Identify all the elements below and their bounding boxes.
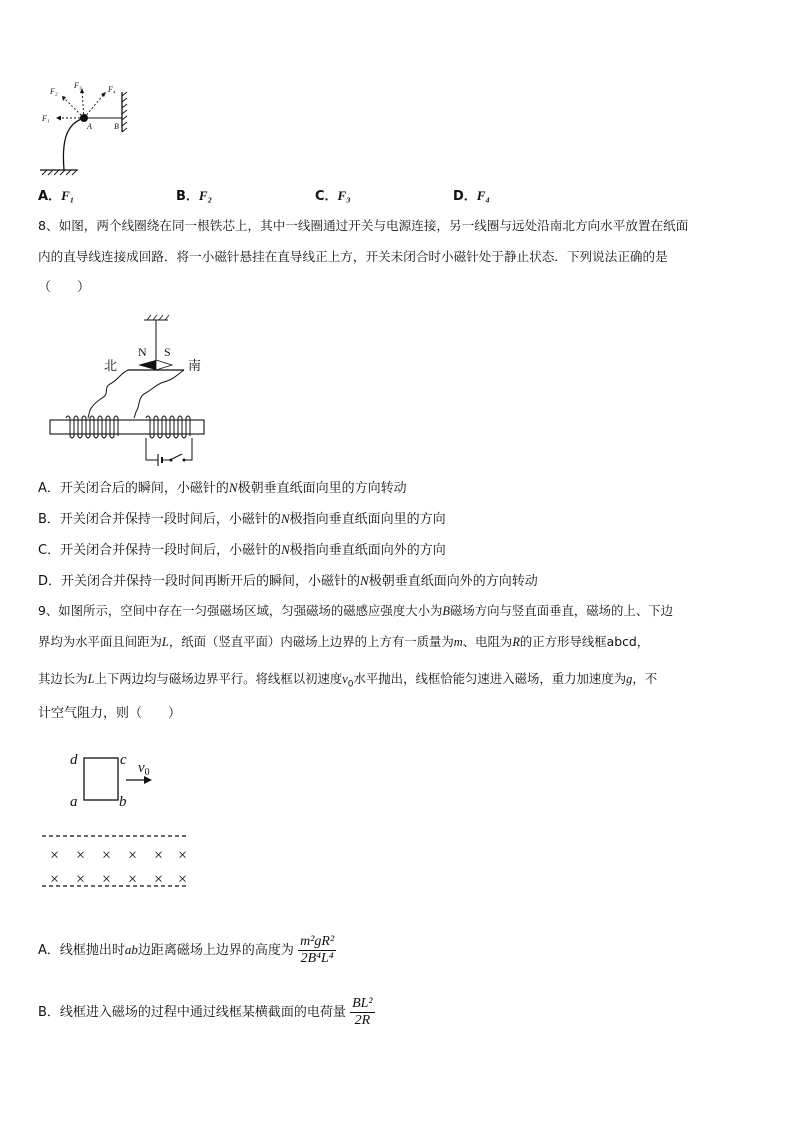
q9-label-a: a — [70, 794, 78, 810]
q9-line2-d: 的正方形导线框abcd， — [519, 634, 650, 649]
q9-var-b: B — [442, 604, 450, 618]
q7-option-a-label: A． — [38, 189, 62, 204]
q9-option-b-numerator: BL² — [352, 996, 373, 1011]
q9-field-cross: × — [128, 871, 138, 888]
q8-stem-line1: 8、如图，两个线圈绕在同一根铁芯上，其中一线圈通过开关与电源连接，另一线圈与远处沿南北方向水平放置在纸面 — [38, 218, 689, 233]
q8-option-d-label: D． — [38, 574, 62, 589]
q7-option-a-value: F₁ — [61, 188, 75, 203]
q7-option-a[interactable] — [38, 186, 74, 207]
q9-field-cross: × — [76, 871, 86, 888]
q7-option-d-label: D． — [453, 189, 477, 204]
q8-label-north: 北 — [104, 358, 118, 373]
q7-option-c[interactable] — [315, 186, 351, 207]
q9-field-cross: × — [128, 847, 138, 864]
q8-option-a-label: A． — [38, 481, 60, 496]
q8-option-a-text: 开关闭合后的瞬间，小磁针的 — [59, 481, 229, 496]
q8-option-d-text2: 极朝垂直纸面向外的方向转动 — [368, 574, 538, 589]
q8-option-c-text: 开关闭合并保持一段时间后，小磁针的 — [60, 543, 282, 558]
q9-option-b[interactable] — [38, 993, 375, 1033]
q8-option-b-text: 开关闭合并保持一段时间后，小磁针的 — [59, 512, 281, 527]
q9-line3-b: 上下两边均与磁场边界平行。将线框以初速度 — [94, 671, 343, 686]
q9-line3-c: 水平抛出，线框恰能匀速进入磁场，重力加速度为 — [353, 671, 627, 686]
q9-field-cross: × — [50, 847, 60, 864]
q9-field-cross: × — [154, 847, 164, 864]
q7-label-b: B — [114, 122, 119, 131]
q8-stem-line3: （ ） — [38, 280, 91, 295]
q9-option-b-label: B． — [38, 1005, 60, 1020]
q9-option-b-fraction — [350, 996, 375, 1029]
q7-label-f1: F₁ — [42, 114, 50, 123]
q8-option-d-var: N — [360, 573, 369, 588]
q9-frame-figure — [38, 744, 198, 892]
q8-option-c[interactable] — [38, 540, 446, 561]
q9-option-a-text: 线框抛出时 — [59, 943, 125, 958]
q9-field-cross: × — [178, 847, 188, 864]
q9-option-a-denominator: 2B⁴L⁴ — [300, 951, 334, 966]
q7-option-c-value: F₃ — [337, 188, 351, 203]
q8-option-c-text2: 极指向垂直纸面向外的方向 — [289, 543, 446, 558]
q8-option-c-var: N — [281, 542, 290, 557]
q9-line2-a: 界均为水平面且间距为 — [38, 634, 162, 649]
q9-stem-line3 — [38, 669, 657, 694]
q9-label-c: c — [120, 752, 127, 768]
q8-option-b[interactable] — [38, 509, 446, 530]
q9-field-cross: × — [50, 871, 60, 888]
q9-field-cross: × — [102, 847, 112, 864]
q8-label-south: 南 — [188, 358, 202, 373]
q8-stem-line2: 内的直导线连接成回路．将一小磁针悬挂在直导线正上方，开关未闭合时小磁针处于静止状态．下列说法正确的是 — [38, 249, 668, 264]
q7-label-f4: F₄ — [108, 85, 116, 94]
q7-label-f3: F₃ — [74, 81, 82, 90]
q8-option-a-var: N — [228, 480, 238, 495]
q9-label-b: b — [119, 794, 127, 810]
q9-var-v-sub: 0 — [347, 679, 354, 690]
q8-coil-figure — [48, 314, 213, 469]
q9-option-a[interactable] — [38, 930, 336, 971]
q7-option-d[interactable] — [453, 186, 490, 207]
q8-option-b-label: B． — [38, 512, 60, 527]
q9-option-a-fraction — [298, 934, 336, 967]
q7-option-d-value: F₄ — [476, 188, 490, 203]
q7-option-b[interactable] — [176, 186, 212, 207]
q9-option-a-var: ab — [124, 942, 138, 957]
q7-force-figure — [38, 78, 138, 176]
q9-label-d: d — [70, 752, 78, 768]
q9-option-a-numerator: m²gR² — [300, 934, 335, 949]
q8-label-s: S — [164, 345, 171, 359]
q9-field-cross: × — [102, 871, 112, 888]
q7-option-c-label: C． — [315, 189, 338, 204]
q7-option-b-label: B． — [176, 189, 199, 204]
q9-option-a-label: A． — [38, 943, 60, 958]
q9-var-v: v — [342, 672, 348, 686]
q9-stem-line4: 计空气阻力，则（ ） — [38, 706, 182, 721]
q7-label-a: A — [87, 122, 92, 131]
q9-stem-line1 — [38, 601, 673, 621]
q9-var-r: R — [512, 635, 520, 649]
q8-option-d[interactable] — [38, 571, 538, 592]
q9-var-l2: L — [87, 672, 95, 686]
q8-option-b-var: N — [280, 511, 290, 526]
q9-line3-a: 其边长为 — [38, 671, 88, 686]
q8-option-a[interactable] — [38, 478, 407, 499]
q7-label-f2: F₂ — [50, 87, 58, 96]
q9-option-b-denominator: 2R — [354, 1013, 371, 1028]
q9-field-cross: × — [178, 871, 188, 888]
q9-field-cross: × — [154, 871, 164, 888]
q9-label-v0: $v_0$ — [138, 760, 150, 778]
q7-option-b-value: F₂ — [198, 188, 213, 203]
q9-var-m: m — [453, 635, 463, 649]
q9-field-cross: × — [76, 847, 86, 864]
q9-line2-c: 、电阻为 — [462, 634, 513, 649]
q8-option-b-text2: 极指向垂直纸面向里的方向 — [289, 512, 446, 527]
q9-option-a-text2: 边距离磁场上边界的高度为 — [137, 943, 294, 958]
q8-label-n: N — [138, 345, 147, 359]
q9-line3-d: ，不 — [632, 671, 658, 686]
q9-line1-b: 磁场方向与竖直面垂直，磁场的上、下边 — [449, 603, 673, 618]
q9-option-b-text: 线框进入磁场的过程中通过线框某横截面的电荷量 — [59, 1005, 346, 1020]
q9-stem-line2 — [38, 632, 649, 652]
q9-var-g: g — [626, 672, 633, 686]
q8-option-c-label: C． — [38, 543, 61, 558]
q9-var-l: L — [161, 635, 169, 649]
q8-option-d-text: 开关闭合并保持一段时间再断开后的瞬间，小磁针的 — [61, 574, 361, 589]
q8-option-a-text2: 极朝垂直纸面向里的方向转动 — [237, 481, 407, 496]
q9-line1-a: 9、如图所示，空间中存在一匀强磁场区域，匀强磁场的磁感应强度大小为 — [38, 603, 443, 618]
q9-line2-b: ，纸面（竖直平面）内磁场上边界的上方有一质量为 — [168, 634, 454, 649]
